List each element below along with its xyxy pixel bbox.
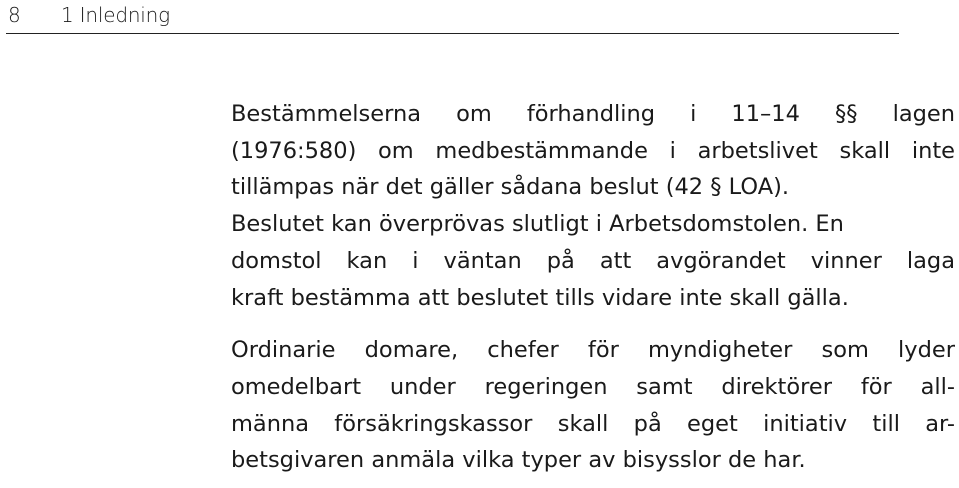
text-line: kraft bestämma att beslutet tills vidare inte skall gälla. — [231, 284, 849, 311]
paragraph-2 — [231, 332, 955, 479]
text-line: Ordinarie domare, chefer för myndigheter som lyder — [231, 337, 955, 364]
text-line: domstol kan i väntan på att avgörandet vinner laga — [231, 247, 955, 274]
text-line: omedelbart under regeringen samt direktörer för all- — [231, 373, 955, 400]
text-line: Bestämmelserna om förhandling i 11–14 §§ lagen — [231, 101, 955, 127]
text-line: tillämpas när det gäller sådana beslut (42 § LOA). — [231, 174, 790, 201]
text-line: (1976:580) om medbestämmande i arbetslivet skall inte — [231, 137, 955, 164]
text-line: Beslutet kan överprövas slutligt i Arbetsdomstolen. En — [231, 211, 844, 238]
page-number: 8 — [8, 3, 21, 27]
paragraph-1 — [231, 96, 955, 316]
text-line: männa försäkringskassor skall på eget initiativ till ar- — [231, 410, 955, 437]
body-text — [231, 96, 955, 479]
chapter-title: 1 Inledning — [61, 3, 170, 27]
running-header — [6, 2, 899, 34]
text-line: betsgivaren anmäla vilka typer av bisysslor de har. — [231, 447, 806, 474]
